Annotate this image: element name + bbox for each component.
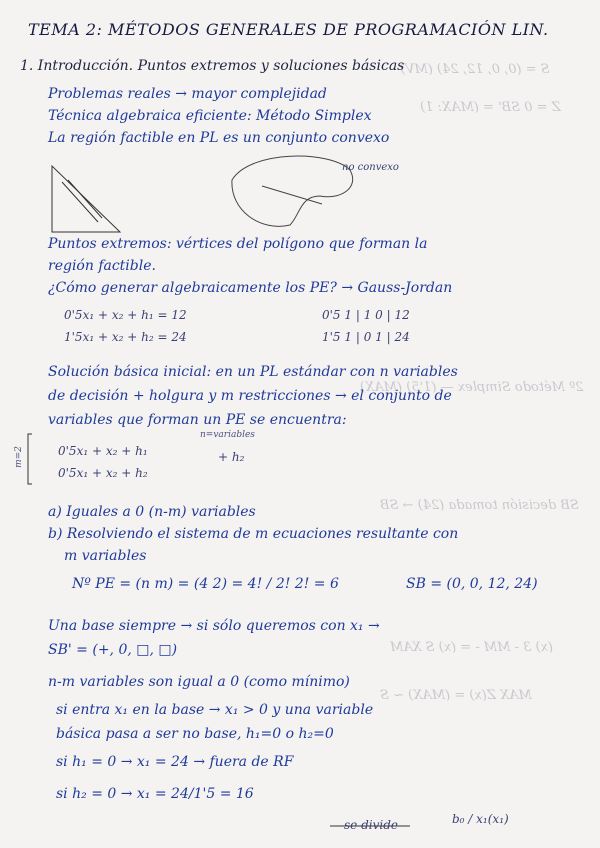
note-line: Técnica algebraica eficiente: Método Simplex: [48, 108, 372, 124]
non-convex-label: no convexo: [342, 162, 399, 173]
note-line: Puntos extremos: vértices del polígono que forman la: [48, 236, 428, 252]
bleed-through-text: MAX Z(x) = (MAX) ~ Ѕ: [380, 688, 532, 703]
note-line: Problemas reales → mayor complejidad: [48, 86, 327, 102]
step-b: b) Resolviendo el sistema de m ecuaciones resultante con: [48, 526, 459, 542]
note-line: región factible.: [48, 258, 156, 274]
pe-count-formula: Nº PE = (n m) = (4 2) = 4! / 2! 2! = 6: [72, 576, 339, 592]
note-line: básica pasa a ser no base, h₁=0 o h₂=0: [56, 726, 334, 742]
bleed-through-text: S = (0, 0, 12, 24) (MV): [400, 62, 550, 77]
equation: 0'5x₁ + x₂ + h₂: [58, 466, 148, 480]
bleed-through-text: SB decisión tomada (24) → SB: [380, 498, 579, 513]
note-line: variables que forman un PE se encuentra:: [48, 412, 347, 428]
note-line: Solución básica inicial: en un PL estándar con n variables: [48, 364, 458, 380]
step-a: a) Iguales a 0 (n-m) variables: [48, 504, 256, 520]
section-heading: 1. Introducción. Puntos extremos y soluciones básicas: [20, 58, 405, 74]
augmented-matrix-row: 1'5 1 | 0 1 | 24: [322, 330, 410, 344]
augmented-matrix-row: 0'5 1 | 1 0 | 12: [322, 308, 410, 322]
variables-annotation: n=variables: [200, 430, 255, 440]
equation: 0'5x₁ + x₂ + h₁ = 12: [64, 308, 187, 322]
fraction-note: b₀ / x₁(x₁): [452, 812, 509, 826]
equation: 0'5x₁ + x₂ + h₁: [58, 444, 148, 458]
margin-note: se divide: [344, 818, 398, 832]
note-line: si h₁ = 0 → x₁ = 24 → fuera de RF: [56, 754, 294, 770]
note-line: si entra x₁ en la base → x₁ > 0 y una variable: [56, 702, 374, 718]
basic-solution: SB = (0, 0, 12, 24): [406, 576, 538, 592]
step-b-cont: m variables: [64, 548, 147, 564]
note-line: si h₂ = 0 → x₁ = 24/1'5 = 16: [56, 786, 254, 802]
bleed-through-text: Z = 0 SB' = (MAX: 1): [420, 100, 561, 115]
note-line: La región factible en PL es un conjunto convexo: [48, 130, 390, 146]
note-line: Una base siempre → si sólo queremos con x₁ →: [48, 618, 380, 634]
m-label: m=2: [13, 446, 24, 468]
page-title: TEMA 2: MÉTODOS GENERALES DE PROGRAMACIÓN LIN.: [28, 20, 549, 39]
bleed-through-text: 2º Método Simplex — (1'5) (MAX): [360, 380, 584, 395]
note-line: SB' = (+, 0, □, □): [48, 642, 178, 658]
equation: + h₂: [218, 450, 245, 464]
bleed-through-text: (x) 3 - MM - = (x) Ѕ XAM: [390, 640, 553, 655]
note-line: de decisión + holgura y m restricciones → el conjunto de: [48, 388, 452, 404]
note-line: n-m variables son igual a 0 (como mínimo): [48, 674, 350, 690]
note-line: ¿Cómo generar algebraicamente los PE? → Gauss-Jordan: [48, 280, 453, 296]
equation: 1'5x₁ + x₂ + h₂ = 24: [64, 330, 187, 344]
